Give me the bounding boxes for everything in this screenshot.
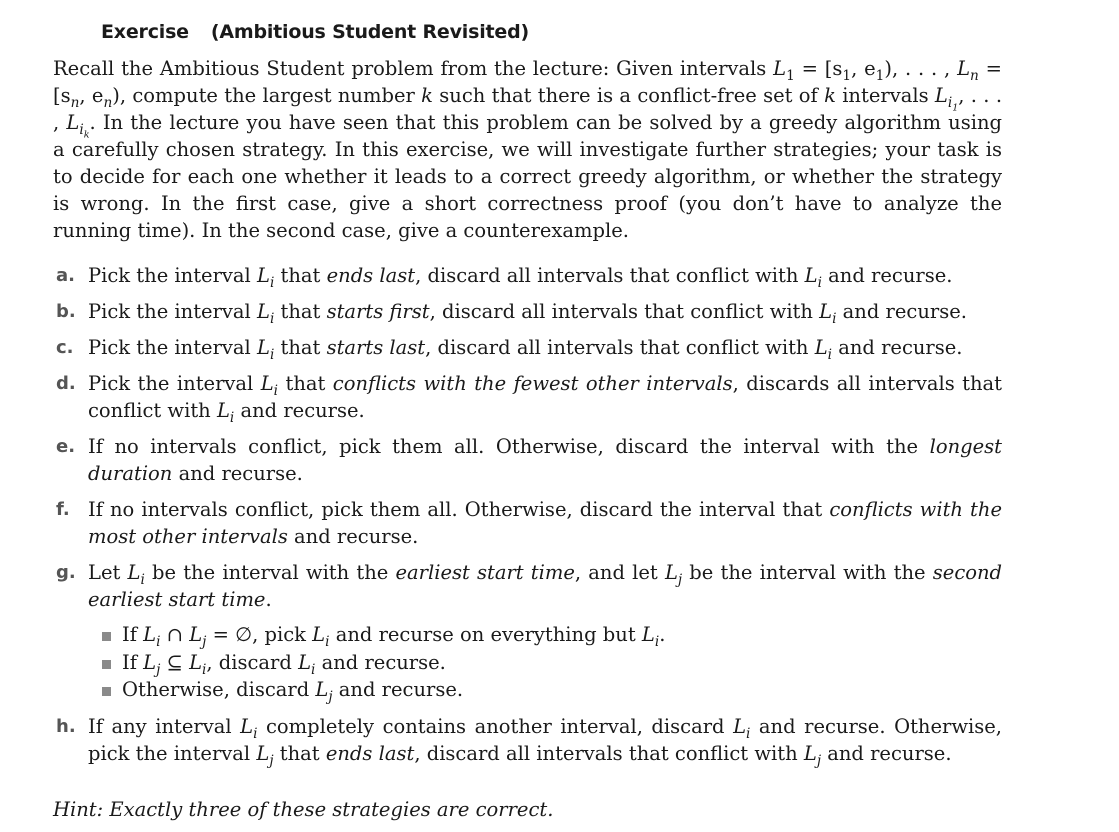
exercise-label: Exercise [101, 21, 189, 43]
list-item: e. If no intervals conflict, pick them all. Otherwise, discard the interval with the longest duration and recurse. [56, 435, 1002, 485]
list-item: d. Pick the interval $L_i$ that conflicts with the fewest other intervals, discards all intervals that conflict with $L_i$ and recurse. [56, 372, 1003, 426]
list-item: g. Let $L_i$ be the interval with the earliest start time, and let $L_j$ be the interval with the second earliest start time. If $L_i$ ∩ $L_j$ = ∅, pick $L_i$ and recurse on everything but $L_i$. If $L_j$ ⊆ $L_i$, discard $L_i$ and recurse. Otherwise, discard $L_j$ and recurse. [56, 561, 1003, 705]
exercise-subtitle: (Ambitious Student Revisited) [210, 21, 529, 43]
sub-bullet-list [88, 621, 1002, 704]
sub-bullet: If $L_i$ ∩ $L_j$ = ∅, pick $L_i$ and recurse on everything but $L_i$. [102, 621, 1002, 649]
bullet-square-icon [102, 632, 111, 641]
list-item: b. Pick the interval $L_i$ that starts first, discard all intervals that conflict with $L_i$ and recurse. [56, 300, 967, 327]
list-item: a. Pick the interval $L_i$ that ends last, discard all intervals that conflict with $L_i$ and recurse. [56, 264, 953, 291]
exercise-title [101, 19, 529, 46]
hint-text: Hint: Exactly three of these strategies are correct. [53, 798, 554, 821]
list-item: c. Pick the interval $L_i$ that starts last, discard all intervals that conflict with $L_i$ and recurse. [56, 336, 963, 363]
strategy-list [53, 262, 1002, 776]
bullet-square-icon [102, 687, 111, 696]
sub-bullet: Otherwise, discard $L_j$ and recurse. [102, 676, 1002, 704]
list-item: h. If any interval $L_i$ completely contains another interval, discard $L_i$ and recurse. Otherwise, pick the interval $L_j$ that ends last, discard all intervals that conflict with $L_j$ and recurse. [56, 714, 1003, 769]
bullet-square-icon [102, 660, 111, 669]
sub-bullet: If $L_j$ ⊆ $L_i$, discard $L_i$ and recurse. [102, 649, 1002, 677]
intro-paragraph: Recall the Ambitious Student problem from the lecture: Given intervals $L_1 = [s_1$, $e_1$), . . . , $L_n = [s_n$, $e_n$), compute the largest number k such that there is a conflict-free set of k intervals $L_{i_1}$, . . . , $L_{i_k}$. In the lecture you have seen that this problem can be solved by a greedy algorithm using a carefully chosen strategy. In this exercise, we will investigate further strategies; your task is to decide for each one whether it leads to a correct greedy algorithm, or whether the strategy is wrong. In the first case, give a short correctness proof (you don’t have to analyze the running time). In the second case, give a counterexample. [53, 57, 1003, 242]
list-item: f. If no intervals conflict, pick them all. Otherwise, discard the interval that conflicts with the most other intervals and recurse. [56, 498, 1002, 548]
